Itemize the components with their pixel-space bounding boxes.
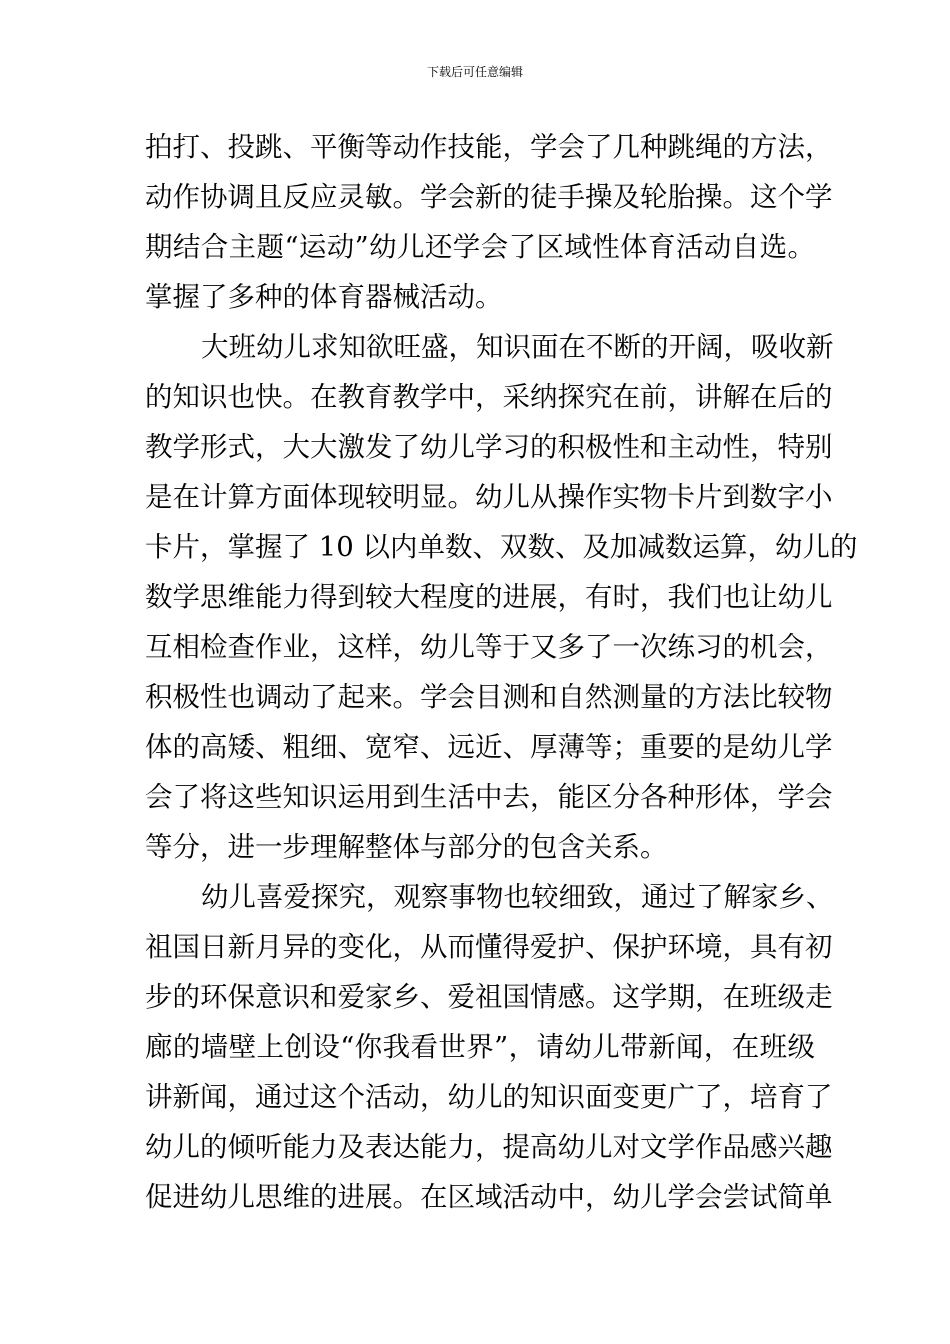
- paragraph-1: [145, 122, 833, 322]
- text-line: 幼儿喜爱探究，观察事物也较细致，通过了解家乡、: [201, 881, 834, 913]
- text-line: 祖国日新月异的变化，从而懂得爱护、保护环境，具有初: [145, 931, 833, 963]
- text-line: 会了将这些知识运用到生活中去，能区分各种形体，学会: [145, 781, 833, 813]
- text-line: 数学思维能力得到较大程度的进展，有时，我们也让幼儿: [145, 581, 833, 613]
- text-line: 廊的墙壁上创设“你我看世界”，请幼儿带新闻，在班级: [145, 1031, 815, 1063]
- text-line: 讲新闻，通过这个活动，幼儿的知识面变更广了，培育了: [145, 1081, 833, 1113]
- document-body: [145, 122, 858, 1222]
- paragraph-3: [145, 872, 834, 1222]
- text-line: 大班幼儿求知欲旺盛，知识面在不断的开阔，吸收新: [201, 331, 834, 363]
- text-line: 掌握了多种的体育器械活动。: [145, 281, 503, 313]
- text-line: 拍打、投跳、平衡等动作技能，学会了几种跳绳的方法，: [145, 131, 833, 163]
- text-line: 教学形式，大大激发了幼儿学习的积极性和主动性，特别: [145, 431, 833, 463]
- text-line: 动作协调且反应灵敏。学会新的徒手操及轮胎操。这个学: [145, 181, 833, 213]
- text-line: 卡片，掌握了 10 以内单数、双数、及加减数运算，幼儿的: [145, 531, 858, 563]
- text-line: 互相检查作业，这样，幼儿等于又多了一次练习的机会，: [145, 631, 833, 663]
- text-line: 体的高矮、粗细、宽窄、远近、厚薄等；重要的是幼儿学: [145, 731, 833, 763]
- text-line: 幼儿的倾听能力及表达能力，提高幼儿对文学作品感兴趣: [145, 1131, 833, 1163]
- text-line: 的知识也快。在教育教学中，采纳探究在前，讲解在后的: [145, 381, 833, 413]
- paragraph-2: [145, 322, 858, 872]
- text-line: 步的环保意识和爱家乡、爱祖国情感。这学期，在班级走: [145, 981, 833, 1013]
- text-line: 是在计算方面体现较明显。幼儿从操作实物卡片到数字小: [145, 481, 833, 513]
- page-header: 下载后可任意编辑: [426, 65, 523, 79]
- text-line: 促进幼儿思维的进展。在区域活动中，幼儿学会尝试简单: [145, 1181, 833, 1213]
- text-line: 积极性也调动了起来。学会目测和自然测量的方法比较物: [145, 681, 833, 713]
- text-line: 等分，进一步理解整体与部分的包含关系。: [145, 831, 668, 863]
- text-line: 期结合主题“运动”幼儿还学会了区域性体育活动自选。: [145, 231, 815, 263]
